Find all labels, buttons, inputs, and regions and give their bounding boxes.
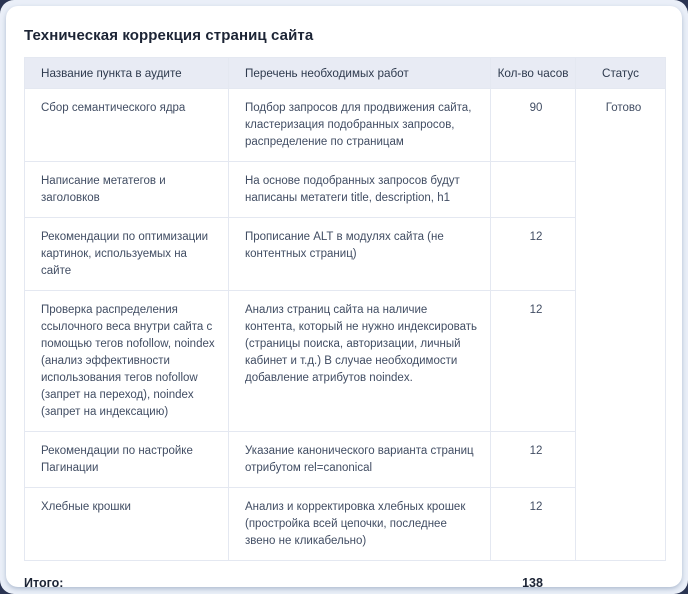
report-card — [6, 6, 682, 590]
audit-item-cell: Проверка распределения ссылочного веса внутри сайта с помощью тегов nofollow, noindex (анализ эффективности использования тегов nofollow (запрет на переход), noindex (запрет на индексацию) — [25, 291, 229, 432]
audit-item-cell: Хлебные крошки — [25, 488, 229, 561]
total-label: Итого: — [24, 576, 64, 590]
table-row — [25, 291, 666, 432]
hours-cell: 12 — [491, 218, 576, 291]
audit-item-cell: Сбор семантического ядра — [25, 89, 229, 162]
audit-item-cell: Рекомендации по оптимизации картинок, используемых на сайте — [25, 218, 229, 291]
page-title: Техническая коррекция страниц сайта — [24, 27, 314, 44]
works-cell: Прописание ALT в модулях сайта (не контентных страниц) — [229, 218, 491, 291]
table-row — [25, 488, 666, 561]
table-row — [25, 218, 666, 291]
column-header-hours: Кол-во часов — [491, 58, 576, 89]
hours-cell: 12 — [491, 432, 576, 488]
column-header-audit-item: Название пункта в аудите — [25, 58, 229, 89]
hours-cell — [491, 162, 576, 218]
hours-cell: 12 — [491, 488, 576, 561]
works-cell: На основе подобранных запросов будут написаны метатеги title, description, h1 — [229, 162, 491, 218]
totals-row — [24, 576, 664, 594]
audit-table — [24, 57, 666, 561]
works-cell: Анализ страниц сайта на наличие контента, который не нужно индексировать (страницы поиска, авторизации, личный кабинет и т.д.) В случае необходимости добавление атрибутов noindex. — [229, 291, 491, 432]
audit-item-cell: Написание метатегов и заголовков — [25, 162, 229, 218]
column-header-works: Перечень необходимых работ — [229, 58, 491, 89]
audit-item-cell: Рекомендации по настройке Пагинации — [25, 432, 229, 488]
table-header-row — [25, 58, 666, 89]
hours-cell: 12 — [491, 291, 576, 432]
works-cell: Подбор запросов для продвижения сайта, кластеризация подобранных запросов, распределение по страницам — [229, 89, 491, 162]
table-row — [25, 89, 666, 162]
hours-cell: 90 — [491, 89, 576, 162]
total-hours-value: 138 — [522, 576, 543, 590]
works-cell: Анализ и корректировка хлебных крошек (простройка всей цепочки, последнее звено не кликабельно) — [229, 488, 491, 561]
column-header-status: Статус — [576, 58, 666, 89]
table-body — [25, 89, 666, 561]
status-cell: Готово — [576, 89, 666, 561]
table-row — [25, 162, 666, 218]
works-cell: Указание канонического варианта страниц отрибутом rel=canonical — [229, 432, 491, 488]
table-row — [25, 432, 666, 488]
